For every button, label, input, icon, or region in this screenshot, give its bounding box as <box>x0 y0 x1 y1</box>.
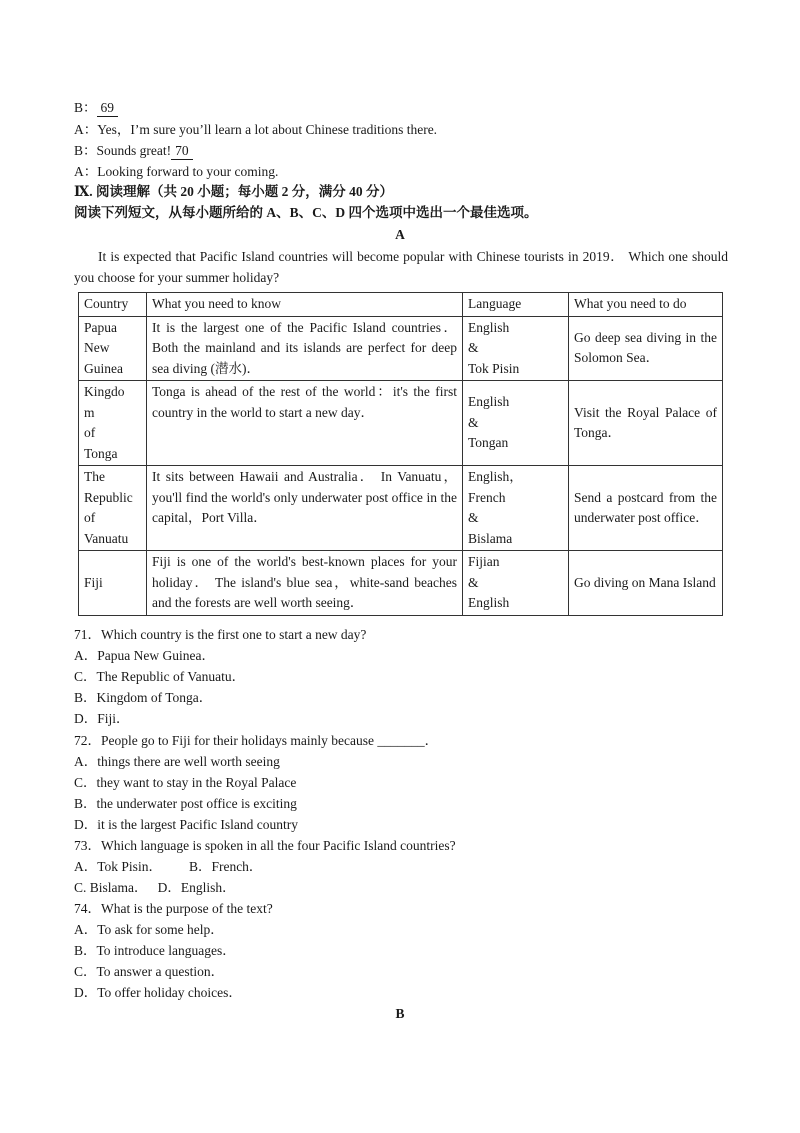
option[interactable]: C．To answer a question． <box>74 964 225 979</box>
section-instruction: 阅读下列短文，从每小题所给的 A、B、C、D 四个选项中选出一个最佳选项。 <box>74 205 538 220</box>
table-row <box>79 316 723 381</box>
option[interactable]: A．things there are well worth seeing <box>74 754 280 769</box>
country-text: New <box>84 340 110 355</box>
speaker-label: B： <box>74 100 97 115</box>
question-74: 74．What is the purpose of the text? <box>74 901 273 916</box>
cell-know: Fiji is one of the world's best-known places for your holiday． The island's blue sea，white-sand beaches and the forests are well worth seeing． <box>147 551 463 616</box>
header-country: Country <box>79 293 147 317</box>
dialogue-text: Yes，I’m sure you’ll learn a lot about Chinese traditions there. <box>97 122 438 137</box>
answer-blank-70: 70 <box>171 143 193 160</box>
country-text: Tonga <box>84 445 118 461</box>
dialogue-line-a <box>74 162 278 182</box>
language-text: English， <box>468 469 523 484</box>
language-text: & <box>468 414 479 430</box>
table-row <box>79 381 723 466</box>
question-72: 72．People go to Fiji for their holidays mainly because _______． <box>74 733 439 748</box>
answer-blank-69: 69 <box>97 100 119 117</box>
language-text: Tongan <box>468 435 509 451</box>
option[interactable]: A．To ask for some help． <box>74 922 224 937</box>
table-header-row <box>79 293 723 317</box>
question-73: 73．Which language is spoken in all the four Pacific Island countries? <box>74 838 456 853</box>
cell-country <box>79 316 147 381</box>
dialogue-line-b-69 <box>74 98 118 118</box>
cell-country <box>79 551 147 616</box>
option[interactable]: C．they want to stay in the Royal Palace <box>74 775 297 790</box>
option[interactable]: D．it is the largest Pacific Island country <box>74 817 298 832</box>
speaker-label: A： <box>74 164 98 179</box>
table-row <box>79 551 723 616</box>
country-info-table <box>78 292 723 616</box>
language-text: English <box>468 319 510 335</box>
cell-know: Tonga is ahead of the rest of the world：it's the first country in the world to start a new day． <box>147 381 463 466</box>
language-text: English <box>468 394 510 410</box>
cell-language <box>463 381 569 466</box>
speaker-label: B： <box>74 143 97 158</box>
option[interactable]: A．Papua New Guinea． <box>74 648 215 663</box>
country-text: Kingdo <box>84 384 125 399</box>
option-row[interactable]: C. Bislama． D．English． <box>74 880 236 895</box>
cell-know: It is the largest one of the Pacific Island countries． Both the mainland and its islands are perfect for deep sea diving (潜水)． <box>147 316 463 381</box>
cell-language <box>463 466 569 551</box>
language-text: & <box>468 510 479 525</box>
country-text: of <box>84 510 96 525</box>
cell-country <box>79 466 147 551</box>
country-text: Guinea <box>84 360 123 376</box>
country-text: The <box>84 469 105 484</box>
country-text: of <box>84 425 96 440</box>
country-text: m <box>84 404 95 420</box>
option[interactable]: D．Fiji． <box>74 711 130 726</box>
country-text: Fiji <box>84 574 103 590</box>
language-text: Fijian <box>468 554 500 569</box>
option-row[interactable]: A．Tok Pisin． B．French． <box>74 859 263 874</box>
option[interactable]: C．The Republic of Vanuatu． <box>74 669 246 684</box>
cell-todo: Visit the Royal Palace of Tonga． <box>569 381 723 466</box>
passage-a-label: A <box>395 227 405 242</box>
section-title: Ⅸ. 阅读理解（共 20 小题；每小题 2 分，满分 40 分） <box>74 184 393 199</box>
dialogue-text: Sounds great! <box>96 143 172 158</box>
header-know: What you need to know <box>147 293 463 317</box>
language-text: & <box>468 340 479 355</box>
dialogue-line-b-70 <box>74 141 193 161</box>
dialogue-text: Looking forward to your coming. <box>97 164 279 179</box>
country-text: Vanuatu <box>84 530 129 546</box>
cell-todo: Go diving on Mana Island <box>569 551 723 616</box>
question-71: 71．Which country is the first one to start a new day? <box>74 627 367 642</box>
language-text: English <box>468 595 510 610</box>
cell-know: It sits between Hawaii and Australia． In Vanuatu，you'll find the world's only underwater post office in the capital，Port Villa． <box>147 466 463 551</box>
table-row <box>79 466 723 551</box>
country-text: Republic <box>84 489 133 505</box>
passage-b-label: B <box>395 1006 405 1021</box>
header-language: Language <box>463 293 569 317</box>
header-todo: What you need to do <box>569 293 723 317</box>
cell-todo: Send a postcard from the underwater post office． <box>569 466 723 551</box>
option[interactable]: B．Kingdom of Tonga． <box>74 690 213 705</box>
cell-country <box>79 381 147 466</box>
option[interactable]: D．To offer holiday choices． <box>74 985 242 1000</box>
dialogue-line-a <box>74 120 437 140</box>
option[interactable]: B．the underwater post office is exciting <box>74 796 297 811</box>
language-text: French <box>468 489 506 505</box>
cell-language <box>463 551 569 616</box>
cell-todo: Go deep sea diving in the Solomon Sea． <box>569 316 723 381</box>
country-text: Papua <box>84 319 117 335</box>
language-text: Tok Pisin <box>468 360 520 376</box>
speaker-label: A： <box>74 122 98 137</box>
cell-language <box>463 316 569 381</box>
passage-a-intro: It is expected that Pacific Island countries will become popular with Chinese tourists in 2019． Which one should you choose for your summer holiday? <box>74 249 728 285</box>
language-text: Bislama <box>468 530 513 546</box>
option[interactable]: B．To introduce languages． <box>74 943 236 958</box>
language-text: & <box>468 574 479 590</box>
